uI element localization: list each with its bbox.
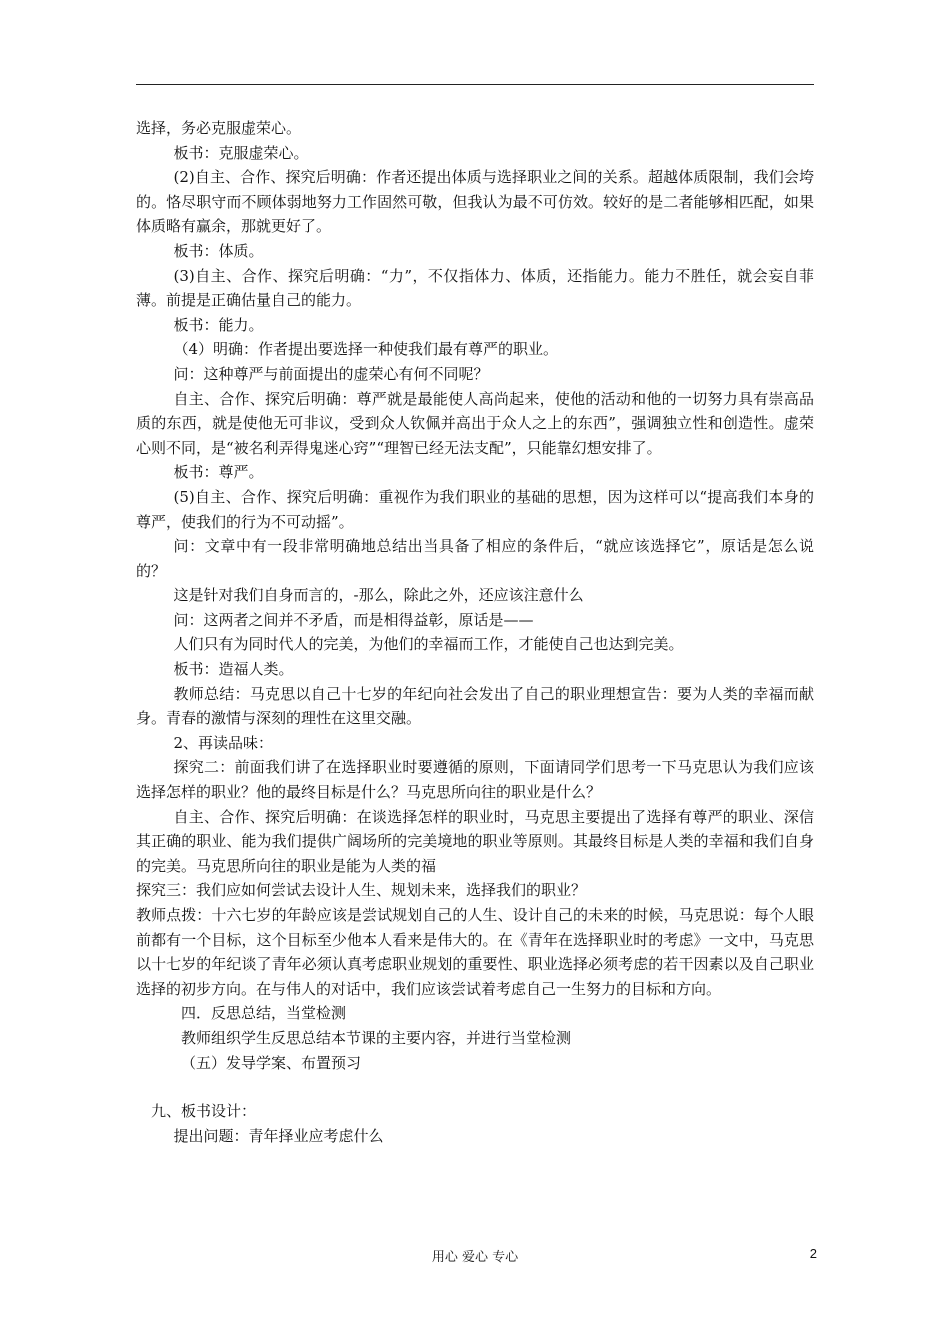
paragraph: 探究三：我们应如何尝试去设计人生、规划未来，选择我们的职业？ <box>136 881 587 900</box>
page-number: 2 <box>809 1246 817 1261</box>
blank-line <box>136 1075 814 1099</box>
section-heading: （五）发导学案、布置预习 <box>181 1053 362 1072</box>
paragraph: 这是针对我们自身而言的，-那么，除此之外，还应该注意什么 <box>173 586 584 605</box>
question: 问：文章中有一段非常明确地总结出当具备了相应的条件后，“就应该选择它”，原话是怎么说的？ <box>136 537 814 580</box>
paragraph: 选择，务必克服虚荣心。 <box>136 119 302 137</box>
paragraph: 人们只有为同时代人的完美，为他们的幸福而工作，才能使自己也达到完美。 <box>173 635 684 654</box>
paragraph: （4）明确：作者提出要选择一种使我们最有尊严的职业。 <box>173 340 559 359</box>
section-heading: 2、再读品味： <box>173 733 274 752</box>
paragraph: 提出问题：青年择业应考虑什么 <box>173 1126 384 1145</box>
question: 问：这种尊严与前面提出的虚荣心有何不同呢？ <box>173 364 489 383</box>
paragraph: 自主、合作、探究后明确：尊严就是最能使人高尚起来，使他的活动和他的一切努力具有崇高品质的东西，就是使他无可非议，受到众人钦佩并高出于众人之上的东西”，强调独立性和创造性。虚荣心则不同，是“被名利弄得鬼迷心窍”“理智已经无法支配”，只能靠幻想安排了。 <box>136 389 814 457</box>
board-note: 板书：体质。 <box>173 241 264 260</box>
board-note: 板书：尊严。 <box>173 463 264 482</box>
header-rule <box>136 84 814 85</box>
paragraph: 教师组织学生反思总结本节课的主要内容，并进行当堂检测 <box>181 1028 572 1047</box>
board-note: 板书：造福人类。 <box>173 660 294 679</box>
section-heading: 九、板书设计： <box>151 1102 257 1121</box>
paragraph: 探究二：前面我们讲了在选择职业时要遵循的原则，下面请同学们思考一下马克思认为我们应该选择怎样的职业？他的最终目标是什么？马克思所向往的职业是什么？ <box>136 758 814 802</box>
footer-slogan: 用心 爱心 专心 <box>431 1250 519 1265</box>
paragraph: 自主、合作、探究后明确：在谈选择怎样的职业时，马克思主要提出了选择有尊严的职业、深信其正确的职业、能为我们提供广阔场所的完美境地的职业等原则。其最终目标是人类的幸福和我们自身的完美。马克思所向往的职业是能为人类的福 <box>136 807 814 875</box>
question: 问：这两者之间并不矛盾，而是相得益彰，原话是—— <box>173 610 534 629</box>
board-note: 板书：能力。 <box>173 315 264 334</box>
paragraph: (5)自主、合作、探究后明确：重视作为我们职业的基础的思想，因为这样可以“提高我们本身的尊严，使我们的行为不可动摇”。 <box>136 487 814 531</box>
section-heading: 四．反思总结，当堂检测 <box>181 1004 347 1023</box>
board-note: 板书：克服虚荣心。 <box>173 143 309 162</box>
document-body <box>136 116 814 1148</box>
paragraph: (3)自主、合作、探究后明确：“力”，不仅指体力、体质，还指能力。能力不胜任，就会妄自菲薄。前提是正确估量自己的能力。 <box>136 266 814 310</box>
paragraph: (2)自主、合作、探究后明确：作者还提出体质与选择职业之间的关系。超越体质限制，我们会垮的。恪尽职守而不顾体弱地努力工作固然可敬，但我认为最不可仿效。较好的是二者能够相匹配，如果体质略有赢余，那就更好了。 <box>136 168 814 236</box>
paragraph: 教师点拨：十六七岁的年龄应该是尝试规划自己的人生、设计自己的未来的时候，马克思说：每个人眼前都有一个目标，这个目标至少他本人看来是伟大的。在《青年在选择职业时的考虑》一文中，马克思以十七岁的年纪谈了青年必须认真考虑职业规划的重要性、职业选择必须考虑的若干因素以及自己职业选择的初步方向。在与伟人的对话中，我们应该尝试着考虑自己一生努力的目标和方向。 <box>136 906 814 998</box>
paragraph: 教师总结：马克思以自己十七岁的年纪向社会发出了自己的职业理想宣告：要为人类的幸福而献身。青春的激情与深刻的理性在这里交融。 <box>136 684 814 728</box>
